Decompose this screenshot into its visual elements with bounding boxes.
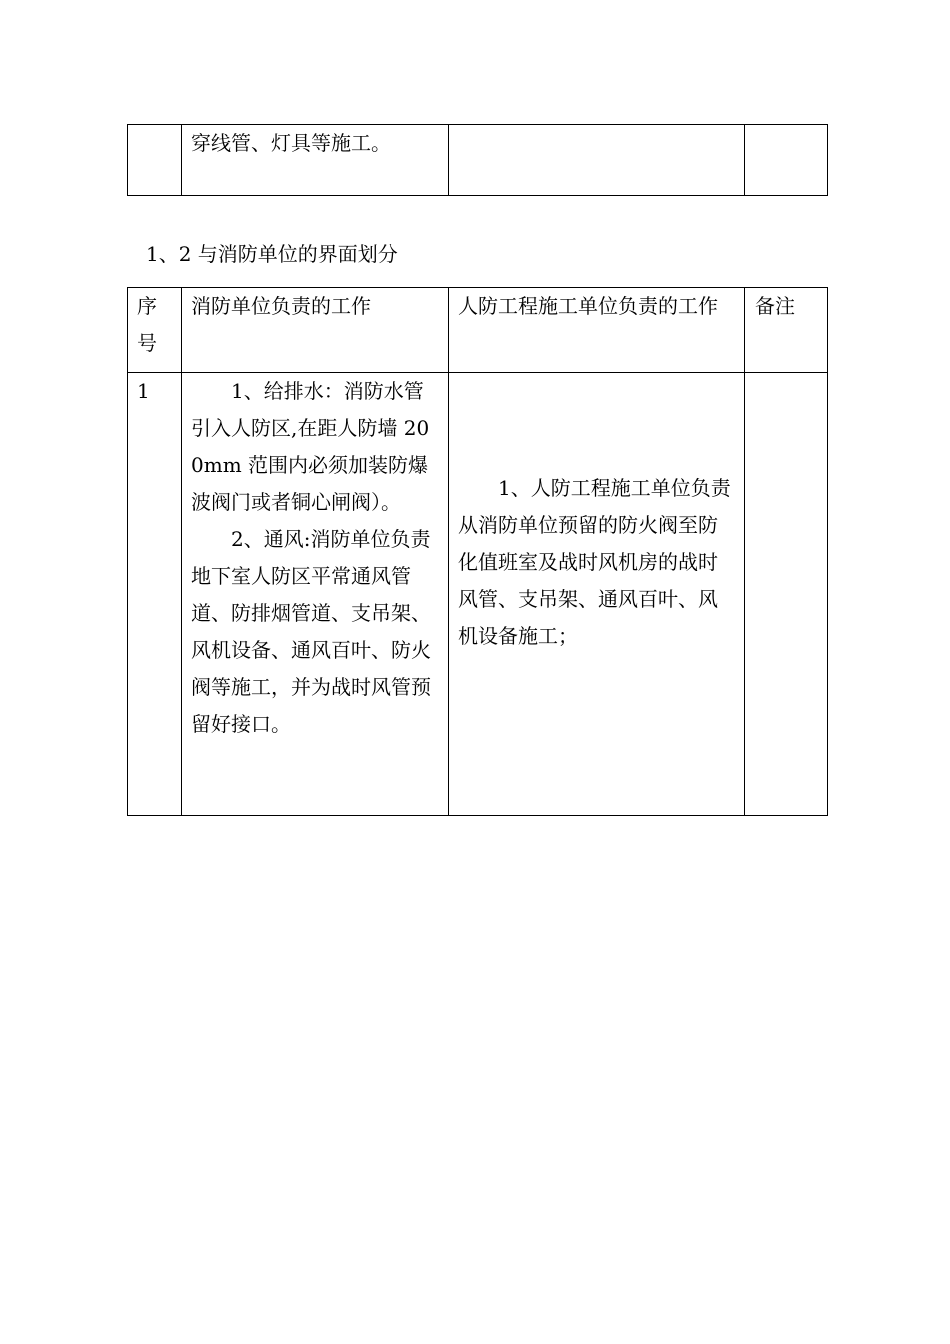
header-civil-defense-unit: 人防工程施工单位负责的工作 [449,288,745,373]
interface-division-table [127,287,828,816]
cell-fire-unit-work [182,373,449,816]
header-no: 序号 [128,288,182,373]
table-cell [745,125,828,196]
table-row [128,373,828,816]
header-remark: 备注 [745,288,828,373]
cell-no: 1 [128,373,182,816]
fire-unit-item-2: 2、通风:消防单位负责地下室人防区平常通风管道、防排烟管道、支吊架、风机设备、通风百叶、防火阀等施工，并为战时风管预留好接口。 [191,527,431,736]
table-cell: 穿线管、灯具等施工。 [182,125,449,196]
continued-table [127,124,828,196]
table-cell [128,125,182,196]
civil-defense-item-1: 1、人防工程施工单位负责从消防单位预留的防火阀至防化值班室及战时风机房的战时风管、支吊架、通风百叶、风机设备施工； [458,475,731,648]
table-header-row [128,288,828,373]
cell-civil-defense-work [449,373,745,816]
section-heading: 1、2 与消防单位的界面划分 [146,242,398,266]
fire-unit-item-1: 1、给排水：消防水管引入人防区,在距人防墙 200mm 范围内必须加装防爆波阀门或者铜心闸阀）。 [191,379,430,514]
table-row [128,125,828,196]
cell-remark [745,373,828,816]
header-fire-unit: 消防单位负责的工作 [182,288,449,373]
table-cell [449,125,745,196]
